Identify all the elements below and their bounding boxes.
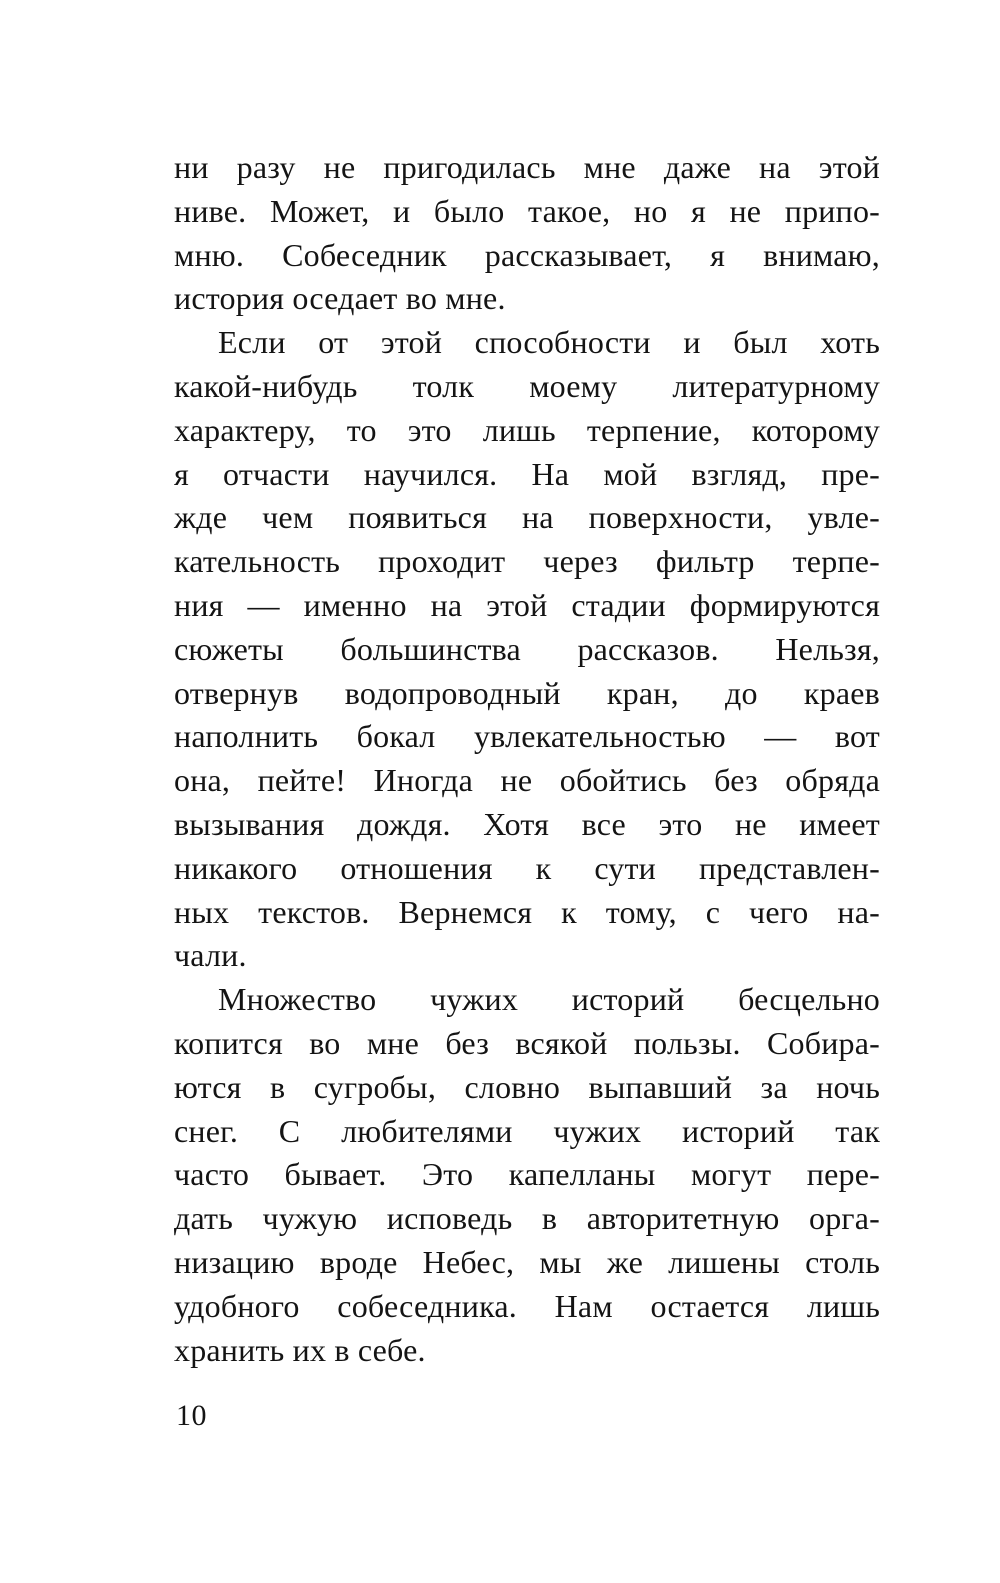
page-number: 10	[176, 1399, 207, 1432]
text-line: снег. С любителями чужих историй так	[174, 1112, 880, 1149]
text-line: история оседает во мне.	[174, 280, 506, 317]
text-line: копится во мне без всякой пользы. Собира-	[174, 1024, 880, 1061]
text-line: кательность проходит через фильтр терпе-	[174, 543, 880, 580]
text-line: часто бывает. Это капелланы могут пере-	[174, 1156, 880, 1193]
text-line: низацию вроде Небес, мы же лишены столь	[174, 1243, 880, 1280]
text-line: ных текстов. Вернемся к тому, с чего на-	[174, 893, 880, 930]
text-line: я отчасти научился. На мой взгляд, пре-	[174, 455, 880, 492]
text-line: какой-нибудь толк моему литературному	[174, 367, 880, 404]
text-line: ниве. Может, и было такое, но я не припо-	[174, 192, 880, 229]
text-line: ются в сугробы, словно выпавший за ночь	[174, 1068, 880, 1105]
text-line: характеру, то это лишь терпение, которому	[174, 411, 880, 448]
text-line: ния — именно на этой стадии формируются	[174, 586, 880, 623]
text-line: отвернув водопроводный кран, до краев	[174, 674, 880, 711]
text-line: ни разу не пригодилась мне даже на этой	[174, 149, 880, 185]
text-line: чали.	[174, 937, 247, 974]
body-text	[174, 146, 880, 1372]
text-line: жде чем появиться на поверхности, увле-	[174, 499, 880, 536]
text-line: удобного собеседника. Нам остается лишь	[174, 1287, 880, 1324]
text-line: хранить их в себе.	[174, 1331, 426, 1368]
text-line: дать чужую исповедь в авторитетную орга-	[174, 1200, 880, 1237]
text-line: она, пейте! Иногда не обойтись без обряда	[174, 762, 880, 799]
text-line: Если от этой способности и был хоть	[218, 324, 880, 361]
text-line: никакого отношения к сути представлен-	[174, 849, 880, 886]
text-line: мню. Собеседник рассказывает, я внимаю,	[174, 236, 880, 273]
text-line: Множество чужих историй бесцельно	[218, 981, 880, 1018]
text-line: наполнить бокал увлекательностью — вот	[174, 718, 880, 755]
text-line: вызывания дождя. Хотя все это не имеет	[174, 805, 880, 842]
text-line: сюжеты большинства рассказов. Нельзя,	[174, 630, 880, 667]
